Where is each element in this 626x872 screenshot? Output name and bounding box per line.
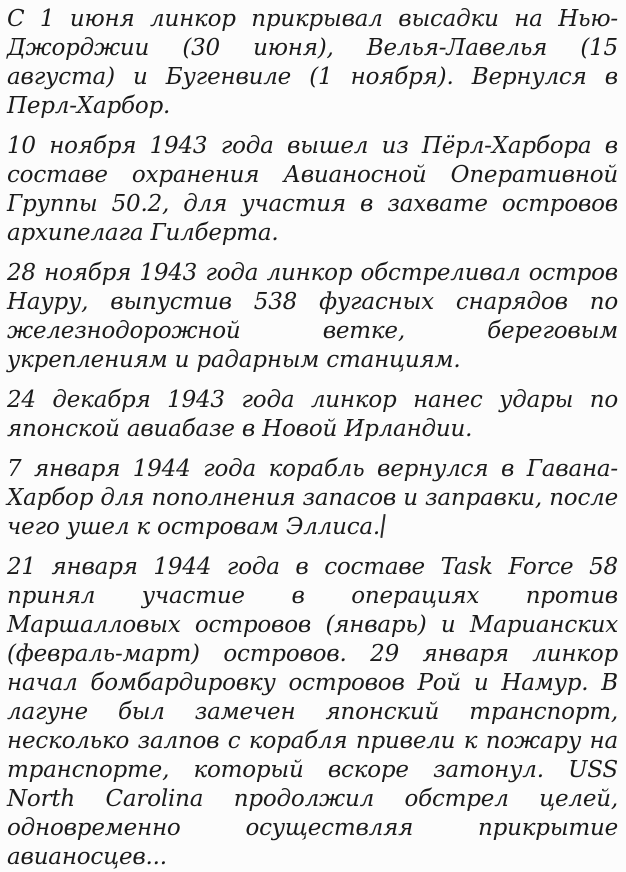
paragraph: С 1 июня линкор прикрывал высадки на Нью-Джорджии (30 июня), Велья-Лавелья (15 августа) и Бугенвиле (1 ноября). Вернулся в Перл-Харбор. [7, 6, 618, 119]
paragraph [7, 455, 618, 542]
paragraph: 10 ноября 1943 года вышел из Пёрл-Харбора в составе охранения Авианосной Оперативной Группы 50.2, для участия в захвате островов архипелага Гилберта. [7, 133, 618, 246]
paragraph: 24 декабря 1943 года линкор нанес удары по японской авиабазе в Новой Ирландии. [7, 387, 618, 442]
paragraph-text: 7 января 1944 года корабль вернулся в Гавана-Харбор для пополнения запасов и заправки, после чего ушел к островам Эллиса. [7, 456, 618, 540]
text-cursor-caret [380, 514, 385, 538]
paragraph: 21 января 1944 года в составе Task Force 58 принял участие в операциях против Маршалловых островов (январь) и Марианских (февраль-март) островов. 29 января линкор начал бомбардировку островов Рой и Намур. В лагуне был замечен японский транспорт, несколько залпов с корабля привели к пожару на транспорте, который вскоре затонул. USS North Carolina продолжил обстрел целей, одновременно осуществляя прикрытие авианосцев... [7, 554, 618, 870]
paragraph: 28 ноября 1943 года линкор обстреливал остров Науру, выпустив 538 фугасных снарядов по железнодорожной ветке, береговым укреплениям и радарным станциям. [7, 260, 618, 373]
